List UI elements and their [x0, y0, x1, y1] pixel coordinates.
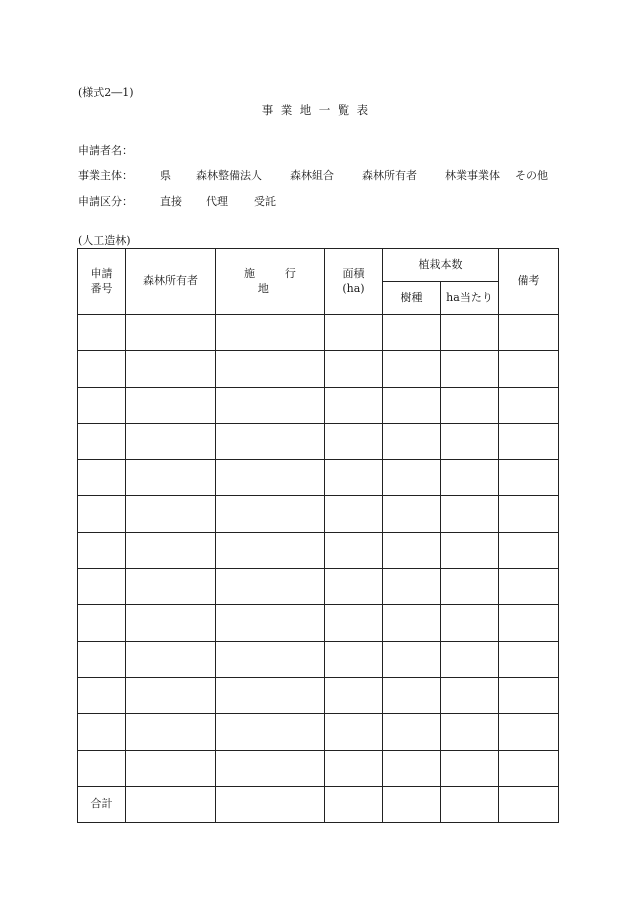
cell-area[interactable] — [325, 641, 383, 677]
cell-per-ha[interactable] — [441, 750, 499, 786]
header-area-line2: (ha) — [342, 281, 365, 295]
cell-per-ha[interactable] — [441, 387, 499, 423]
cell-area[interactable] — [325, 351, 383, 387]
cell-per-ha[interactable] — [441, 423, 499, 459]
cell-area[interactable] — [325, 714, 383, 750]
cell-forest-owner[interactable] — [126, 496, 216, 532]
cell-area[interactable] — [325, 387, 383, 423]
entity-line — [78, 167, 558, 181]
cell-species[interactable] — [383, 351, 441, 387]
table-row — [78, 351, 559, 387]
cell-species[interactable] — [383, 605, 441, 641]
table-row — [78, 605, 559, 641]
applicant-label: 申請者名： — [78, 144, 133, 157]
cell-remarks[interactable] — [499, 315, 559, 351]
total-label: 合計 — [78, 786, 126, 822]
cell-remarks[interactable] — [499, 750, 559, 786]
cell-forest-owner[interactable] — [126, 641, 216, 677]
cell-area[interactable] — [325, 315, 383, 351]
cell-species[interactable] — [383, 423, 441, 459]
table-row — [78, 677, 559, 713]
cell-per-ha[interactable] — [441, 532, 499, 568]
header-application-no-line2: 番号 — [90, 281, 113, 295]
header-area — [325, 249, 383, 315]
cell-application-no[interactable] — [78, 423, 126, 459]
cell-site[interactable] — [216, 677, 325, 713]
cell-per-ha[interactable] — [441, 460, 499, 496]
table-row — [78, 460, 559, 496]
cell-area[interactable] — [325, 532, 383, 568]
category-option-proxy[interactable]: 代理 — [206, 195, 228, 208]
header-application-no — [78, 249, 126, 315]
cell-application-no[interactable] — [78, 605, 126, 641]
total-cell-species[interactable] — [383, 786, 441, 822]
entity-option-forest-owner[interactable]: 森林所有者 — [362, 169, 417, 182]
cell-application-no[interactable] — [78, 351, 126, 387]
cell-application-no[interactable] — [78, 714, 126, 750]
header-application-no-line1: 申請 — [90, 266, 113, 280]
cell-site[interactable] — [216, 569, 325, 605]
cell-application-no[interactable] — [78, 387, 126, 423]
cell-remarks[interactable] — [499, 677, 559, 713]
cell-area[interactable] — [325, 605, 383, 641]
cell-site[interactable] — [216, 605, 325, 641]
header-remarks: 備考 — [499, 249, 559, 315]
cell-area[interactable] — [325, 423, 383, 459]
cell-forest-owner[interactable] — [126, 532, 216, 568]
header-species: 樹種 — [383, 282, 441, 315]
total-cell-remarks[interactable] — [499, 786, 559, 822]
cell-species[interactable] — [383, 677, 441, 713]
cell-forest-owner[interactable] — [126, 423, 216, 459]
table-row — [78, 569, 559, 605]
cell-remarks[interactable] — [499, 387, 559, 423]
total-cell-forest-owner[interactable] — [126, 786, 216, 822]
header-site-text: 施 行 地 — [244, 266, 310, 295]
cell-application-no[interactable] — [78, 677, 126, 713]
table-row — [78, 315, 559, 351]
table-row — [78, 641, 559, 677]
cell-site[interactable] — [216, 387, 325, 423]
table-body — [78, 315, 559, 823]
cell-per-ha[interactable] — [441, 677, 499, 713]
cell-remarks[interactable] — [499, 641, 559, 677]
cell-application-no[interactable] — [78, 496, 126, 532]
cell-species[interactable] — [383, 387, 441, 423]
cell-site[interactable] — [216, 315, 325, 351]
cell-per-ha[interactable] — [441, 315, 499, 351]
category-line — [78, 193, 378, 207]
entity-option-forest-maintenance-corp[interactable]: 森林整備法人 — [196, 169, 262, 182]
cell-application-no[interactable] — [78, 569, 126, 605]
cell-forest-owner[interactable] — [126, 460, 216, 496]
cell-forest-owner[interactable] — [126, 569, 216, 605]
cell-site[interactable] — [216, 750, 325, 786]
cell-species[interactable] — [383, 641, 441, 677]
cell-forest-owner[interactable] — [126, 387, 216, 423]
cell-forest-owner[interactable] — [126, 605, 216, 641]
cell-remarks[interactable] — [499, 532, 559, 568]
cell-per-ha[interactable] — [441, 605, 499, 641]
cell-species[interactable] — [383, 750, 441, 786]
cell-species[interactable] — [383, 315, 441, 351]
cell-species[interactable] — [383, 460, 441, 496]
cell-application-no[interactable] — [78, 532, 126, 568]
cell-remarks[interactable] — [499, 496, 559, 532]
header-forest-owner: 森林所有者 — [126, 249, 216, 315]
cell-remarks[interactable] — [499, 460, 559, 496]
header-per-ha: ha当たり — [441, 282, 499, 315]
cell-species[interactable] — [383, 569, 441, 605]
cell-per-ha[interactable] — [441, 351, 499, 387]
cell-application-no[interactable] — [78, 460, 126, 496]
total-row — [78, 786, 559, 822]
cell-area[interactable] — [325, 460, 383, 496]
total-cell-per-ha[interactable] — [441, 786, 499, 822]
cell-species[interactable] — [383, 714, 441, 750]
cell-site[interactable] — [216, 641, 325, 677]
document-title — [0, 102, 630, 118]
table-row — [78, 532, 559, 568]
cell-per-ha[interactable] — [441, 496, 499, 532]
cell-area[interactable] — [325, 750, 383, 786]
entity-option-forest-cooperative[interactable]: 森林組合 — [290, 169, 334, 182]
cell-forest-owner[interactable] — [126, 315, 216, 351]
cell-remarks[interactable] — [499, 569, 559, 605]
table-row — [78, 750, 559, 786]
cell-per-ha[interactable] — [441, 569, 499, 605]
table-row — [78, 496, 559, 532]
cell-application-no[interactable] — [78, 315, 126, 351]
table-row — [78, 714, 559, 750]
table-row — [78, 423, 559, 459]
category-label: 申請区分： — [78, 195, 133, 208]
cell-site[interactable] — [216, 460, 325, 496]
cell-species[interactable] — [383, 496, 441, 532]
cell-application-no[interactable] — [78, 750, 126, 786]
table-row — [78, 387, 559, 423]
cell-forest-owner[interactable] — [126, 714, 216, 750]
applicant-line — [78, 142, 133, 158]
total-cell-site[interactable] — [216, 786, 325, 822]
cell-area[interactable] — [325, 496, 383, 532]
project-site-table — [77, 248, 559, 823]
cell-forest-owner[interactable] — [126, 750, 216, 786]
cell-remarks[interactable] — [499, 351, 559, 387]
total-cell-area[interactable] — [325, 786, 383, 822]
header-area-line1: 面積 — [342, 266, 365, 280]
section-label: (人工造林) — [78, 234, 131, 247]
category-option-consignment[interactable]: 受託 — [254, 195, 276, 208]
entity-option-forestry-business[interactable]: 林業事業体 — [445, 169, 500, 182]
header-planting-count: 植栽本数 — [383, 249, 499, 282]
form-code: (様式2―1) — [78, 86, 134, 99]
cell-site[interactable] — [216, 423, 325, 459]
cell-area[interactable] — [325, 569, 383, 605]
cell-site[interactable] — [216, 351, 325, 387]
cell-per-ha[interactable] — [441, 714, 499, 750]
header-row — [78, 249, 559, 282]
cell-remarks[interactable] — [499, 714, 559, 750]
category-option-direct[interactable]: 直接 — [160, 195, 182, 208]
cell-site[interactable] — [216, 496, 325, 532]
entity-option-other[interactable]: その他 — [515, 169, 548, 182]
cell-application-no[interactable] — [78, 641, 126, 677]
cell-forest-owner[interactable] — [126, 351, 216, 387]
cell-species[interactable] — [383, 532, 441, 568]
entity-option-prefecture[interactable]: 県 — [160, 169, 171, 182]
entity-label: 事業主体： — [78, 169, 133, 182]
cell-area[interactable] — [325, 677, 383, 713]
cell-forest-owner[interactable] — [126, 677, 216, 713]
cell-remarks[interactable] — [499, 423, 559, 459]
cell-remarks[interactable] — [499, 605, 559, 641]
header-site — [216, 249, 325, 315]
cell-per-ha[interactable] — [441, 641, 499, 677]
document-title-text: 事業地一覧表 — [261, 103, 376, 117]
cell-site[interactable] — [216, 532, 325, 568]
cell-site[interactable] — [216, 714, 325, 750]
